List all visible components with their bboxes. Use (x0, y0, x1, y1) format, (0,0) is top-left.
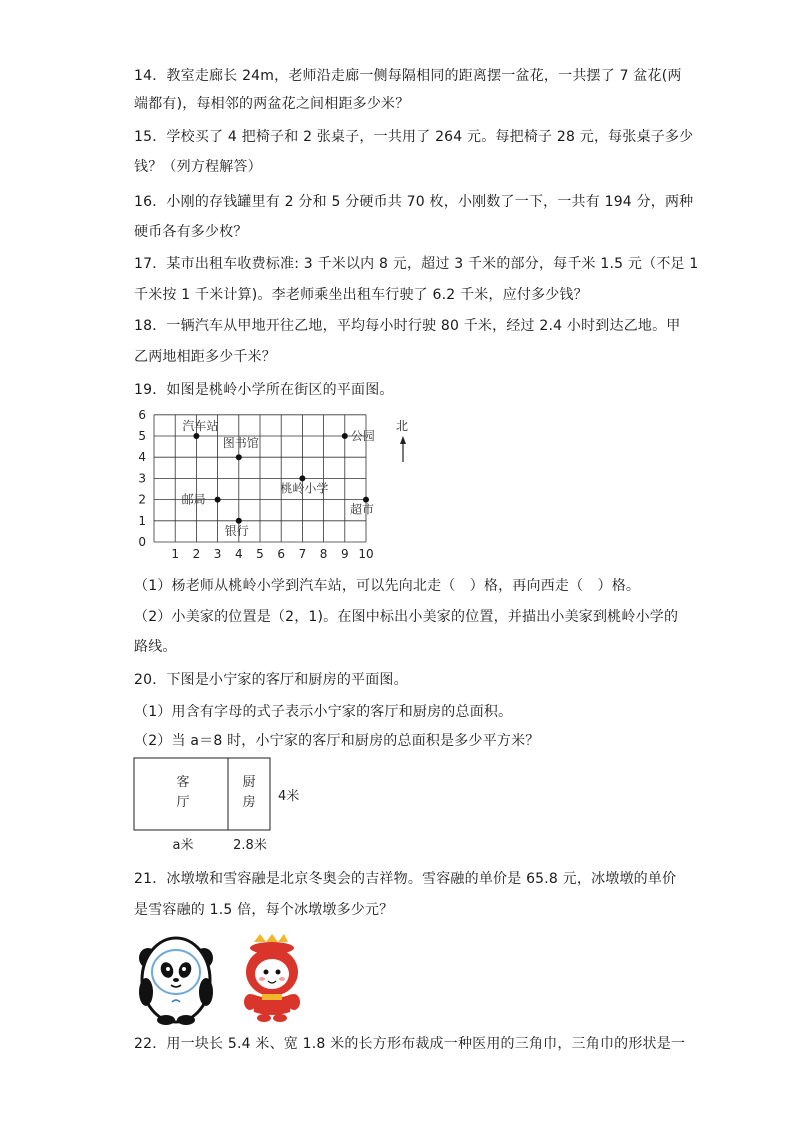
grid-point-marker (215, 497, 221, 503)
grid-point-label: 邮局 (181, 492, 206, 507)
grid-point-label: 汽车站 (182, 419, 219, 433)
q19-intro: 19．如图是桃岭小学所在街区的平面图。 (134, 382, 394, 398)
room-living-label-1: 客 (176, 775, 190, 790)
room-kitchen-label-1: 厨 (242, 775, 256, 790)
q14-line2: 端都有)，每相邻的两盆花之间相距多少米？ (134, 96, 410, 112)
q17-line2: 千米按 1 千米计算)。李老师乘坐出租车行驶了 6.2 千米，应付多少钱？ (134, 287, 588, 303)
grid-svg (128, 407, 428, 564)
mascots-illustration (134, 930, 314, 1029)
x-tick-label: 9 (340, 547, 349, 561)
north-arrow (396, 419, 408, 462)
grid-point-label: 图书馆 (222, 436, 259, 451)
room-kitchen-label-2: 房 (242, 795, 256, 810)
q22-line1: 22．用一块长 5.4 米、宽 1.8 米的长方形布裁成一种医用的三角巾，三角巾的形状是一 (134, 1036, 686, 1052)
q17-line1: 17．某市出租车收费标准: 3 千米以内 8 元，超过 3 千米的部分，每千米 1.5 元（不足 1 (134, 256, 699, 272)
q20-intro: 20．下图是小宁家的客厅和厨房的平面图。 (134, 672, 408, 688)
x-tick-label: 10 (358, 547, 374, 561)
x-tick-label: 4 (234, 547, 243, 561)
x-tick-label: 2 (192, 547, 201, 561)
q15-line2: 钱？（列方程解答） (134, 159, 262, 175)
lantern-mascot-icon (244, 934, 300, 1022)
q16-line2: 硬币各有多少枚？ (134, 224, 248, 240)
q21-line1: 21．冰墩墩和雪容融是北京冬奥会的吉祥物。雪容融的单价是 65.8 元，冰墩墩的单价 (134, 871, 677, 887)
panda-mascot-icon (139, 938, 213, 1025)
q16-line1: 16．小刚的存钱罐里有 2 分和 5 分硬币共 70 枚，小刚数了一下，一共有 194 分，两种 (134, 194, 694, 210)
q15-line1: 15．学校买了 4 把椅子和 2 张桌子，一共用了 264 元。每把椅子 28 元，每张桌子多少 (134, 129, 694, 145)
x-tick-label: 7 (298, 547, 307, 561)
y-tick-label: 3 (138, 471, 146, 486)
q19-sub1: （1）杨老师从桃岭小学到汽车站，可以先向北走（ ）格，再向西走（ ）格。 (134, 578, 641, 594)
y-tick-label: 4 (138, 450, 146, 465)
mascots-svg (134, 930, 314, 1025)
y-tick-label: 0 (138, 535, 146, 549)
q19-sub2-line1: （2）小美家的位置是（2，1)。在图中标出小美家的位置，并描出小美家到桃岭小学的 (134, 609, 679, 625)
q19-sub2-line2: 路线。 (134, 639, 177, 655)
grid-point-label: 桃岭小学 (280, 481, 329, 496)
floor-plan-svg (128, 754, 328, 854)
width-a-label: a米 (172, 838, 194, 853)
grid-lines (154, 415, 366, 542)
y-tick-label: 1 (138, 513, 146, 528)
x-tick-label: 1 (171, 547, 180, 561)
q18-line2: 乙两地相距多少千米？ (134, 349, 276, 365)
x-tick-label: 3 (213, 547, 222, 561)
x-tick-label: 8 (319, 547, 328, 561)
grid-point-marker (193, 433, 199, 439)
q21-line2: 是雪容融的 1.5 倍，每个冰墩墩多少元？ (134, 902, 394, 918)
x-tick-label: 6 (277, 547, 286, 561)
plan-outline (134, 758, 270, 830)
grid-point-marker (236, 454, 242, 460)
q20-sub2: （2）当 a＝8 时，小宁家的客厅和厨房的总面积是多少平方米？ (134, 733, 540, 749)
grid-tick-labels (138, 408, 373, 561)
y-tick-label: 6 (138, 407, 146, 422)
floor-plan (128, 754, 328, 858)
q18-line1: 18．一辆汽车从甲地开往乙地，平均每小时行驶 80 千米，经过 2.4 小时到达乙地。甲 (134, 318, 681, 334)
x-tick-label: 5 (256, 547, 264, 561)
grid-point-marker (342, 433, 348, 439)
q14-line1: 14．教室走廊长 24m，老师沿走廊一侧每隔相同的距离摆一盆花，一共摆了 7 盆花(两 (134, 68, 682, 84)
height-label: 4米 (278, 789, 300, 804)
q20-sub1: （1）用含有字母的式子表示小宁家的客厅和厨房的总面积。 (134, 704, 513, 720)
street-grid-map (128, 407, 428, 568)
north-label: 北 (396, 419, 409, 433)
room-living-label-2: 厅 (176, 795, 190, 810)
y-tick-label: 2 (138, 492, 146, 507)
y-tick-label: 5 (138, 429, 146, 443)
grid-point-label: 公园 (350, 429, 375, 443)
width-kitchen-label: 2.8米 (233, 838, 267, 853)
grid-point-label: 超市 (350, 502, 375, 517)
grid-point-label: 银行 (224, 523, 249, 538)
